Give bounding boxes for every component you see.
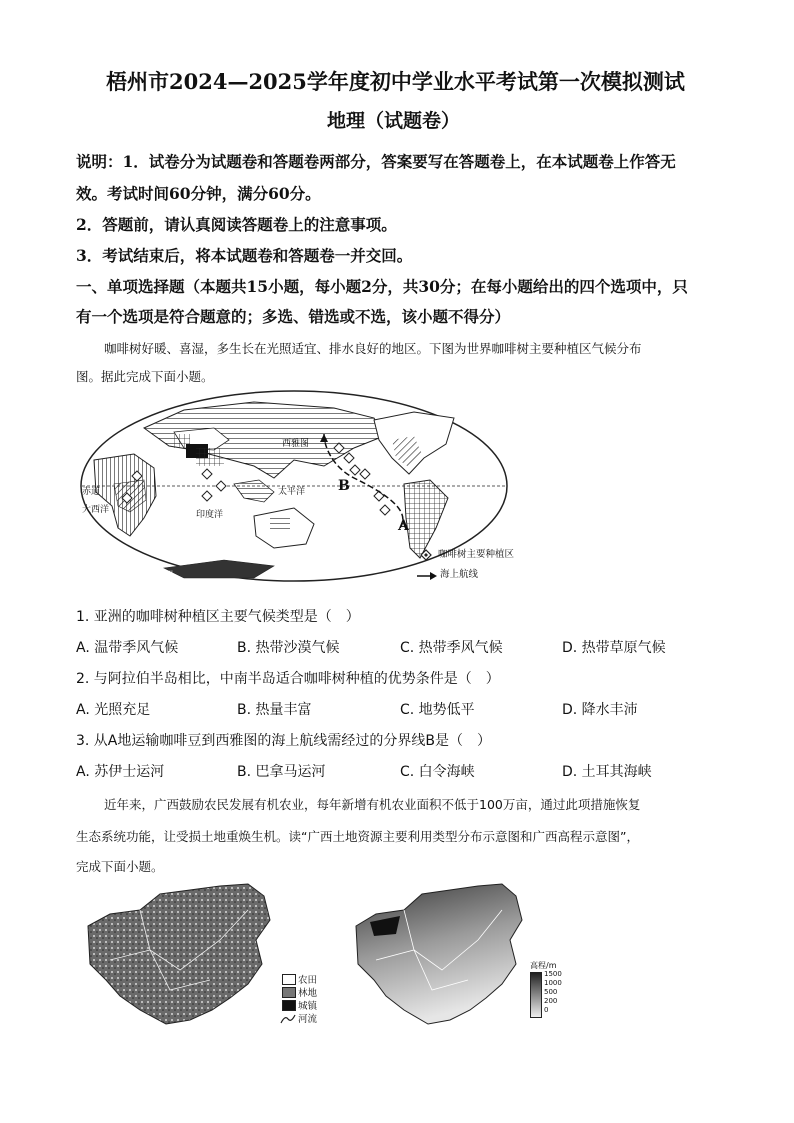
instruction-line-2: 效。考试时间60分钟，满分60分。 bbox=[76, 184, 321, 203]
question-2-option-a: A. 光照充足 bbox=[76, 702, 151, 718]
question-1-option-a: A. 温带季风气候 bbox=[76, 640, 179, 656]
legend-farmland-swatch bbox=[282, 974, 296, 985]
page-subtitle: 地理（试题卷） bbox=[327, 110, 461, 132]
question-3-option-b: B. 巴拿马运河 bbox=[237, 764, 326, 780]
passage2-line-1: 近年来，广西鼓励农民发展有机农业，每年新增有机农业面积不低于100万亩，通过此项措施恢复 bbox=[104, 797, 641, 812]
question-2-option-b: B. 热量丰富 bbox=[237, 702, 312, 718]
legend-river-label: 河流 bbox=[298, 1014, 318, 1025]
guangxi-landuse-map bbox=[80, 880, 280, 1030]
legend-farmland-label: 农田 bbox=[298, 975, 318, 986]
instruction-line-1: 说明：1．试卷分为试题卷和答题卷两部分，答案要写在答题卷上，在本试题卷上作答无 bbox=[76, 152, 676, 171]
instruction-line-4: 3．考试结束后，将本试题卷和答题卷一并交回。 bbox=[76, 246, 413, 265]
legend-town-label: 城镇 bbox=[298, 1001, 318, 1012]
passage2-line-3: 完成下面小题。 bbox=[76, 859, 164, 874]
passage1-line-2: 图。据此完成下面小题。 bbox=[76, 369, 214, 384]
question-1-option-b: B. 热带沙漠气候 bbox=[237, 640, 340, 656]
map-label-seattle: 西雅图 bbox=[282, 439, 310, 449]
guangxi-elevation-map bbox=[350, 880, 530, 1030]
question-2-option-d: D. 降水丰沛 bbox=[562, 702, 638, 718]
map-label-pacific: 太平洋 bbox=[278, 487, 306, 497]
passage2-line-2: 生态系统功能，让受损土地重焕生机。读“广西土地资源主要利用类型分布示意图和广西高程示意图”， bbox=[76, 829, 639, 844]
legend-river-symbol bbox=[280, 1010, 296, 1029]
map-label-a: A bbox=[398, 518, 409, 534]
legend-route-symbol bbox=[416, 566, 438, 585]
map-label-atlantic: 大西洋 bbox=[82, 505, 110, 515]
diamond-icon bbox=[420, 549, 432, 561]
river-icon bbox=[280, 1013, 296, 1025]
map-label-indian: 印度洋 bbox=[196, 510, 224, 520]
elevation-legend-bar bbox=[530, 972, 542, 1018]
elevation-legend-title: 高程/m bbox=[530, 961, 557, 970]
question-2-option-c: C. 地势低平 bbox=[400, 702, 475, 718]
question-3-option-d: D. 土耳其海峡 bbox=[562, 764, 652, 780]
instruction-line-3: 2．答题前，请认真阅读答题卷上的注意事项。 bbox=[76, 215, 397, 234]
passage1-line-1: 咖啡树好暖、喜湿，多生长在光照适宜、排水良好的地区。下图为世界咖啡树主要种植区气候分布 bbox=[104, 341, 642, 356]
section-heading-line-1: 一、单项选择题（本题共15小题，每小题2分，共30分；在每小题给出的四个选项中，只 bbox=[76, 277, 688, 296]
legend-forest-label: 林地 bbox=[298, 988, 318, 999]
question-3-stem: 3. 从A地运输咖啡豆到西雅图的海上航线需经过的分界线B是（ ） bbox=[76, 733, 491, 749]
elevation-tick-200: 200 bbox=[544, 997, 558, 1005]
map-label-antarctica: 南极洲 bbox=[146, 571, 174, 581]
legend-plant-label: 咖啡树主要种植区 bbox=[438, 549, 515, 560]
question-3-option-a: A. 苏伊士运河 bbox=[76, 764, 165, 780]
legend-plant-symbol bbox=[420, 546, 432, 565]
elevation-tick-500: 500 bbox=[544, 988, 558, 996]
question-1-option-c: C. 热带季风气候 bbox=[400, 640, 503, 656]
map-label-b: B bbox=[338, 478, 350, 494]
elevation-tick-1500: 1500 bbox=[544, 970, 562, 978]
question-1-stem: 1. 亚洲的咖啡树种植区主要气候类型是（ ） bbox=[76, 609, 360, 625]
section-heading-line-2: 有一个选项是符合题意的；多选、错选或不选，该小题不得分） bbox=[76, 307, 511, 326]
map-label-equator: 赤道 bbox=[82, 487, 101, 497]
page-title: 梧州市2024—2025学年度初中学业水平考试第一次模拟测试 bbox=[106, 69, 685, 94]
question-3-option-c: C. 白令海峡 bbox=[400, 764, 475, 780]
legend-route-label: 海上航线 bbox=[440, 569, 479, 580]
question-1-option-d: D. 热带草原气候 bbox=[562, 640, 666, 656]
question-2-stem: 2. 与阿拉伯半岛相比，中南半岛适合咖啡树种植的优势条件是（ ） bbox=[76, 671, 500, 687]
arrow-icon bbox=[416, 571, 438, 581]
elevation-tick-0: 0 bbox=[544, 1006, 549, 1014]
legend-forest-swatch bbox=[282, 987, 296, 998]
elevation-tick-1000: 1000 bbox=[544, 979, 562, 987]
